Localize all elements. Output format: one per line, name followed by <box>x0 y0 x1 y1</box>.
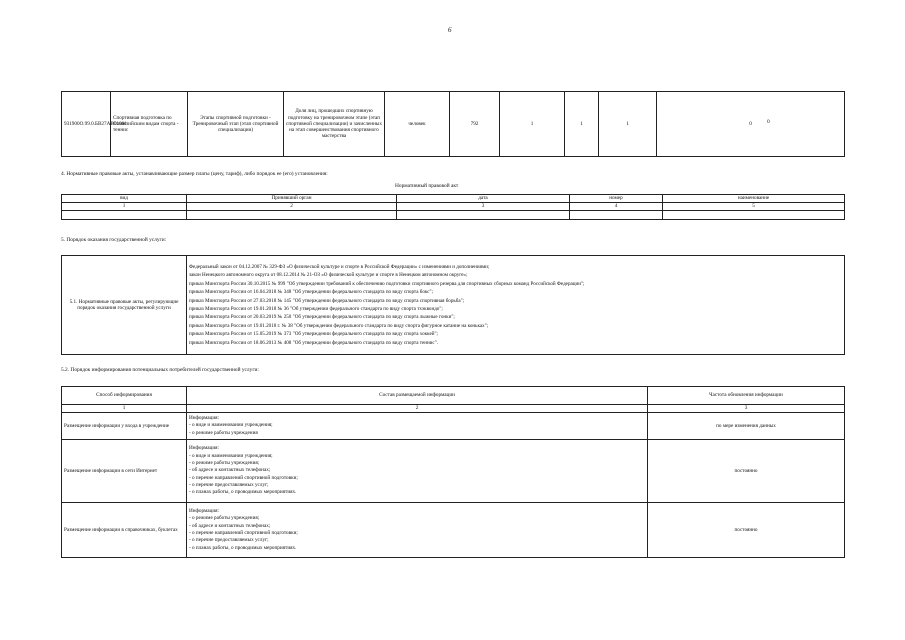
legal-act: приказ Минспорта России от 15.05.2019 № 373 "Об утверждении федерального стандарта по виду спорта хоккей"; <box>189 331 438 338</box>
col-number: 1 <box>62 405 187 413</box>
col-number: 2 <box>187 405 648 413</box>
content-line: - о режиме работы учреждения; <box>189 515 260 522</box>
content-line: - о перечне направлений спортивной подготовки; <box>189 530 298 536</box>
content-line: - о планах работы, о проводимых мероприятиях. <box>189 489 297 496</box>
content-line: - о режиме работы учреждения <box>189 429 258 436</box>
header-authority: Принявший орган <box>187 195 397 203</box>
service-name: Спортивная подготовка по Олимпийским видам спорта - теннис <box>111 92 188 157</box>
header-title: наименование <box>663 195 845 203</box>
col-number: 3 <box>648 405 845 413</box>
legal-act: приказ Минспорта России от 20.03.2019 № 250 "Об утверждении федерального стандарта по виду спорта лыжные гонки"; <box>189 314 455 321</box>
value-1: 1 <box>500 92 565 157</box>
legal-act: приказ Минспорта России от 19.01.2018 № 36 "Об утверждении федерального стандарта по виду спорта тхэквондо"; <box>189 306 443 312</box>
content-line: - о планах работы, о проводимых мероприятиях. <box>189 544 297 551</box>
col-number: 2 <box>187 203 397 211</box>
content-line: - об адресе и контактных телефонах; <box>189 467 271 474</box>
empty-cell <box>663 211 845 220</box>
legal-act: приказ Минспорта России от 27.03.2018 № 145 "Об утверждении федерального стандарта по виду спорта спортивная борьба"; <box>189 297 465 304</box>
content-line: - о перечне предоставляемых услуг; <box>189 537 269 544</box>
informing-frequency: постоянно <box>648 503 845 558</box>
content-line: Информация: <box>189 415 219 422</box>
legal-acts-list <box>187 256 845 355</box>
value-2: 1 <box>565 92 599 157</box>
normative-act-title: Нормативный правовой акт <box>395 183 459 189</box>
legal-act: закон Ненецкого автономного округа от 08.12.2014 № 21-ОЗ «О физической культуре и спорте в Ненецком автономном округе»; <box>189 272 468 279</box>
informing-table <box>61 386 845 558</box>
informing-content <box>187 413 648 440</box>
legal-act: приказ Минспорта России от 18.06.2013 № 408 "Об утверждении федерального стандарта по виду спорта теннис". <box>189 339 439 346</box>
informing-frequency: по мере изменения данных <box>648 413 845 440</box>
empty-cell <box>187 211 397 220</box>
col-number: 1 <box>62 203 187 211</box>
header-date: дата <box>397 195 570 203</box>
informing-method: Размещение информации у входа в учреждение <box>62 413 187 440</box>
value-4: 0 <box>657 92 845 157</box>
legal-act: приказ Минспорта России от 16.04.2018 № 348 "Об утверждении федерального стандарта по виду спорта бокс"; <box>189 289 433 296</box>
registry-code: 931900О.99.0.БВ27АВ01001 <box>62 92 111 157</box>
col-number: 5 <box>663 203 845 211</box>
legal-acts-label: 5.1. Нормативные правовые акты, регулирующие порядок оказания государственной услуги <box>62 256 187 355</box>
content-line: - о перечне предоставляемых услуг; <box>189 481 269 488</box>
legal-act: Федеральный закон от 04.12.2007 № 329-ФЗ «О физической культуре и спорте в Российской Федерации» с изменениями и дополнениями; <box>189 263 490 270</box>
header-kind: вид <box>62 195 187 203</box>
informing-content <box>187 503 648 558</box>
content-line: Информация: <box>189 508 219 515</box>
content-line: Информация: <box>189 445 219 452</box>
section5-heading: 5. Порядок оказания государственной услуги: <box>61 237 167 243</box>
section4-heading: 4. Нормативные правовые акты, устанавливающие размер платы (цену, тариф), либо порядок ее (его) установления: <box>61 171 328 177</box>
content-line: - о перечне направлений спортивной подготовки; <box>189 474 298 481</box>
informing-method: Размещение информации в сети Интернет <box>62 440 187 503</box>
indicator-name: Доля лиц, прошедших спортивную подготовку на тренировочном этапе (этап спортивной специализации) и зачисленных на этап совершенствования спортивного мастерства <box>284 92 385 157</box>
unit-cell: человек <box>385 92 450 157</box>
section52-heading: 5.2. Порядок информирования потенциальных потребителей государственной услуги: <box>61 367 259 373</box>
header-frequency: Частота обновления информации <box>648 387 845 405</box>
header-method: Способ информирования <box>62 387 187 405</box>
normative-act-table <box>61 194 845 220</box>
okei-code: 792 <box>450 92 500 157</box>
content-line: - о виде и наименовании учреждения; <box>189 422 273 429</box>
empty-cell <box>397 211 570 220</box>
informing-method: Размещение информации в справочниках, буклетах <box>62 503 187 558</box>
informing-frequency: постоянно <box>648 440 845 503</box>
content-line: - об адресе и контактных телефонах; <box>189 522 271 529</box>
col-number: 4 <box>570 203 663 211</box>
content-line: - о режиме работы учреждения; <box>189 460 260 467</box>
content-line: - о виде и наименовании учреждения; <box>189 452 273 459</box>
empty-cell <box>570 211 663 220</box>
legal-acts-table <box>61 255 845 355</box>
header-content: Состав размещаемой информации <box>187 387 648 405</box>
legal-act: приказ Минспорта России от 19.01.2018 г. № 38 "Об утверждении федерального стандарта по виду спорта фигурное катание на коньках"; <box>189 322 489 329</box>
empty-cell <box>62 211 187 220</box>
col-number: 3 <box>397 203 570 211</box>
value-5: 0 <box>767 119 770 125</box>
service-stage: Этапы спортивной подготовки - Тренировочный этап (этап спортивной специализации) <box>188 92 284 157</box>
page-number: 6 <box>448 26 452 34</box>
legal-act: приказ Минспорта России 30.10.2015 № 999 "Об утверждении требований к обеспечению подготовки спортивного резерва для спортивных сборных команд Российской Федерации"; <box>189 280 585 287</box>
indicator-table <box>61 91 845 157</box>
informing-content <box>187 440 648 503</box>
value-3: 1 <box>599 92 657 157</box>
header-number: номер <box>570 195 663 203</box>
